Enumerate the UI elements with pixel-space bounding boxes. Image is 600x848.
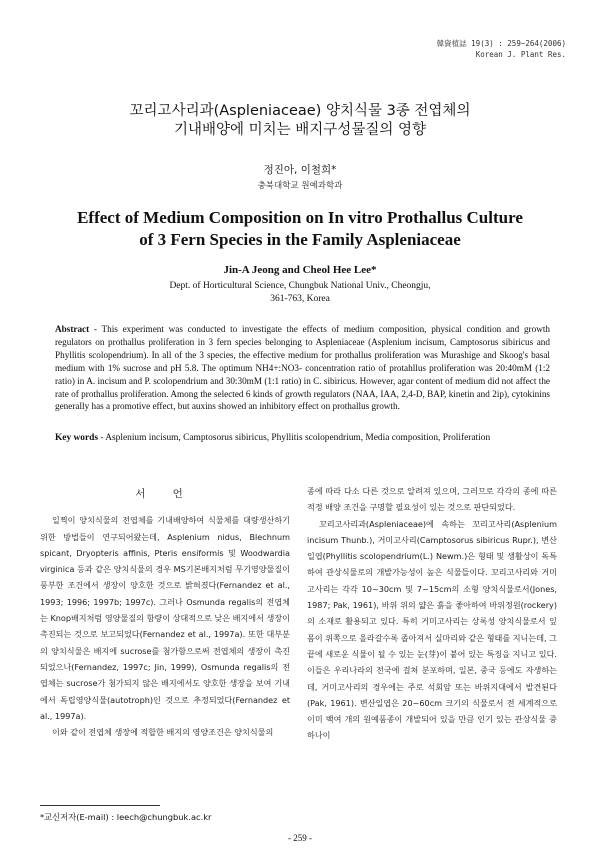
english-affiliation xyxy=(0,280,600,306)
english-title-line2: of 3 Fern Species in the Family Aspleniaceae xyxy=(139,230,461,249)
left-paragraph-1: 일찍이 양치식물의 전엽체를 기내배양하여 식물체를 대량생산하기 위한 방법들이 연구되어왔는데, Asplenium nidus, Blechnum spicant, Dryopteris affinis, Pteris ensiformis 및 Woodwardia virginica 등과 같은 양치식물의 경우 MS기본배지처럼 무기영양물질이 풍부한 조건에서 생장이 양호한 것으로 밝혀졌다(Fernandez et al., 1993; 1996; 1997b; 1997c). 그러나 Osmunda regalis의 전엽체는 Knop배지처럼 영양물질의 함량이 상대적으로 낮은 배지에서 생장이 촉진되는 것으로 보고되었다(Fernandez et al., 1997a). 또한 대부분의 양치식물은 배지에 sucrose를 첨가함으로써 전엽체의 생장이 촉진되었으나(Fernandez, 1997c; Jin, 1999), Osmunda regalis의 전엽체는 sucrose가 첨가되지 않은 배지에서도 양호한 생장을 보여 기내에서 독립영양식물(autotroph)인 것으로 추정되었다(Fernandez et al., 1997a). xyxy=(40,515,290,721)
english-title xyxy=(0,207,600,251)
korean-title-line1: 꼬리고사리과(Aspleniaceae) 양치식물 3종 전엽체의 xyxy=(129,103,471,119)
keywords-label: Key words xyxy=(55,433,98,443)
section-heading: 서 언 xyxy=(135,488,195,500)
journal-name: Korean J. Plant Res. xyxy=(475,50,566,59)
right-column xyxy=(307,483,557,744)
right-paragraph-2: 꼬리고사리과(Aspleniaceae)에 속하는 꼬리고사리(Asplenium incisum Thunb.), 거미고사리(Camptosorus sibiricus Rupr.), 변산일엽(Phyllitis scolopendrium(L.) Newm.)은 형태 및 생활상이 독특하여 관상식물로의 개발가능성이 높은 식물들이다. 꼬리고사리와 거미고사리는 각각 10~30cm 및 7~15cm의 소형 양치식물로서(Jones, 1987; Pak, 1961), 바위 위의 얇은 흙을 좋아하여 바위정원(rockery)의 소재로 활용되고 있다. 특히 거미고사리는 상록성 양치식물로서 잎 몸이 위쪽으로 올라갈수록 좁아져서 실마리와 같은 형태를 지니는데, 그 끝에 새로운 식물이 될 수 있는 눈(芽)이 붙어 있는 특징을 지니고 있다. 이들은 우리나라의 전국에 걸쳐 분포하며, 일본, 중국 등에도 자생하는데, 거미고사리의 경우에는 주로 석회암 또는 바위지대에서 발견된다(Pak, 1961). 변산일엽은 20~60cm 크기의 식물로서 전 세계적으로 이미 백여 개의 원예품종이 개발되어 있을 만큼 인기 있는 관상식물 중 하나이 xyxy=(307,518,557,741)
english-affiliation-line2: 361-763, Korea xyxy=(270,294,330,304)
left-paragraph-2: 이와 같이 전엽체 생장에 적합한 배지의 영양조건은 양치식물의 xyxy=(52,727,274,738)
page-number: - 259 - xyxy=(288,833,312,843)
left-column xyxy=(40,486,290,740)
abstract-text: - This experiment was conducted to investigate the effects of medium composition, physical condition and growth regulators on prothallus proliferation in 3 fern species belonging to Aspleniaceae (Asplenium incisum, Camptosorus sibiricus and Phyllitis scolopendrium). In all of the 3 species, the effective medium for prothallus proliferation was Murashige and Skoog's basal medium with 1% sucrose and pH 5.8. The optimum NH4+:NO3- concentration ratio of protahllus proliferation was 20:40mM (1:2 ratio) in A. incisum and P. scolopendrium and 30:30mM (1:1 ratio) in C. sibiricus. However, agar content of medium did not affect the rate of prothallus proliferation. Among the selected 6 kinds of growth regulators (NAA, IAA, 2,4-D, BAP, kinetin and 2ip), cytokinins generally has a promotive effect, but auxins showed an inhibitory effect on prothallus growth. xyxy=(55,324,550,412)
abstract xyxy=(55,323,550,413)
korean-title xyxy=(0,102,600,140)
right-paragraph-1: 종에 따라 다소 다른 것으로 알려져 있으며, 그러므로 각각의 종에 따른 적정 배양 조건을 구명할 필요성이 있는 것으로 판단되었다. xyxy=(307,486,557,513)
english-title-line1: Effect of Medium Composition on In vitro Prothallus Culture xyxy=(77,208,523,227)
korean-affiliation: 충북대학교 원예과학과 xyxy=(257,181,343,191)
korean-title-line2: 기내배양에 미치는 배지구성물질의 영향 xyxy=(174,122,426,138)
keywords-text: - Asplenium incisum, Camptosorus sibiricus, Phyllitis scolopendrium, Media composition, Proliferation xyxy=(97,433,491,443)
korean-authors: 정진아, 이철희* xyxy=(263,164,337,176)
keywords xyxy=(55,432,550,444)
english-authors: Jin-A Jeong and Cheol Hee Lee* xyxy=(223,264,377,276)
footnote: *교신저자(E-mail) : leech@chungbuk.ac.kr xyxy=(40,812,212,822)
journal-citation: 韓資植誌 19(3) : 259~264(2006) xyxy=(436,39,566,48)
footnote-divider xyxy=(40,805,160,806)
abstract-label: Abstract xyxy=(55,324,90,334)
english-affiliation-line1: Dept. of Horticultural Science, Chungbuk National Univ., Cheongju, xyxy=(169,281,431,291)
journal-header xyxy=(437,38,566,60)
